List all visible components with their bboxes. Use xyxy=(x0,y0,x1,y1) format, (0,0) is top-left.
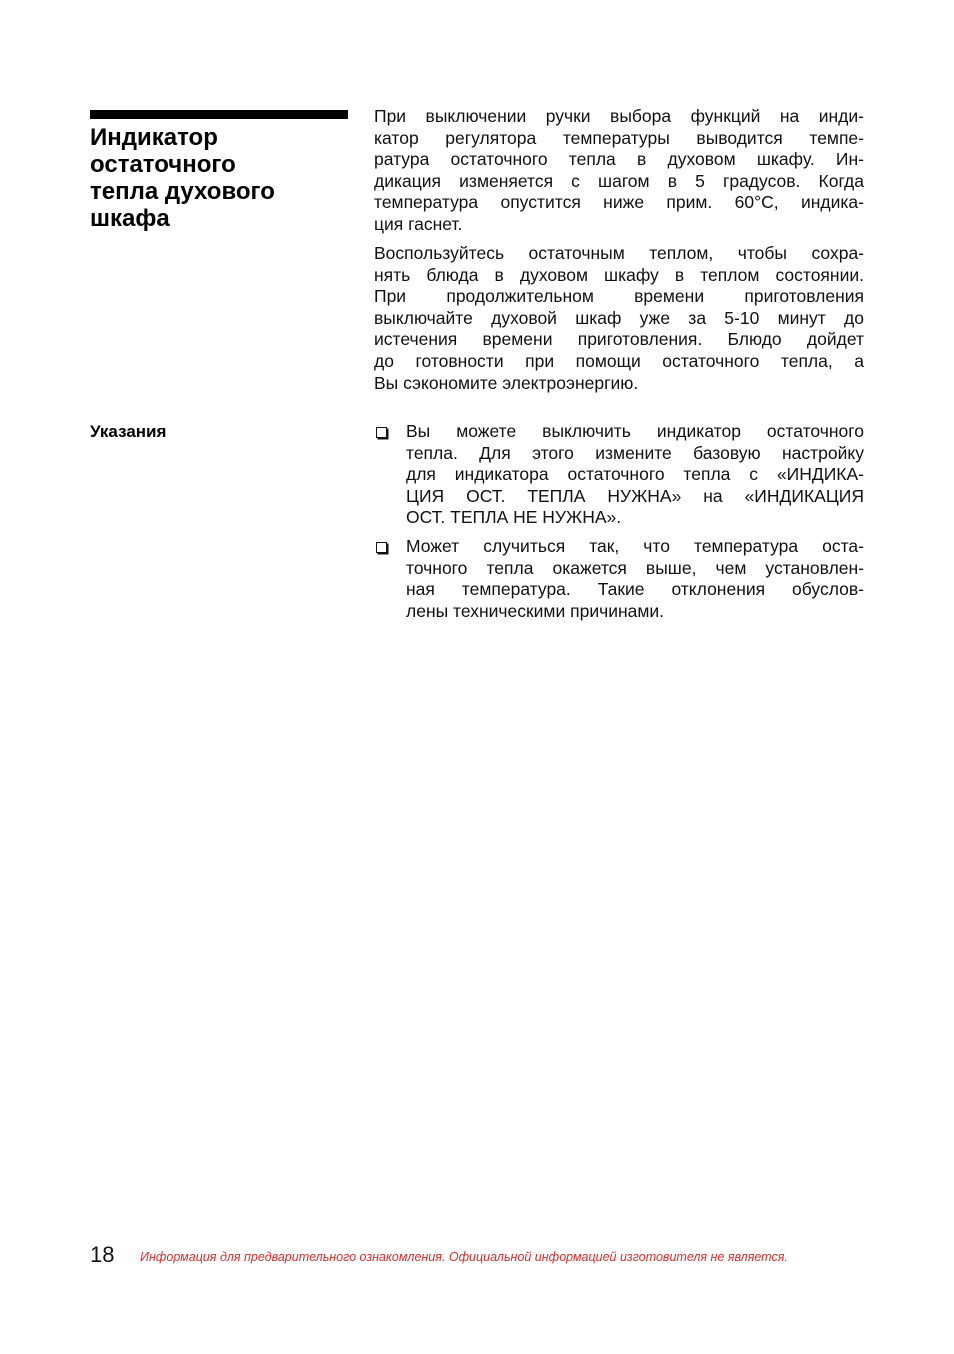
paragraph-use-residual-heat xyxy=(374,243,864,394)
paragraph-line: катор регулятора температуры выводится темпе- xyxy=(374,127,864,148)
section-title-line: тепла духового xyxy=(90,178,275,205)
footer-disclaimer: Информация для предварительного ознакомления. Официальной информацией изготовителя не является. xyxy=(140,1250,788,1264)
paragraph-line: нять блюда в духовом шкафу в теплом состоянии. xyxy=(374,264,864,285)
note-line: лены техническими причинами. xyxy=(406,600,665,621)
paragraph-line: ция гаснет. xyxy=(374,213,463,234)
paragraph-line: Вы сэкономите электроэнергию. xyxy=(374,372,639,393)
note-line: ЦИЯ ОСТ. ТЕПЛА НУЖНА» на «ИНДИКАЦИЯ xyxy=(406,485,864,506)
note-line: тепла. Для этого измените базовую настройку xyxy=(406,442,864,463)
checkbox-bullet-icon xyxy=(376,427,387,438)
paragraph-line: ратура остаточного тепла в духовом шкафу. Ин- xyxy=(374,149,864,170)
note-line: Вы можете выключить индикатор остаточного xyxy=(406,421,864,441)
note-text xyxy=(406,421,864,529)
paragraph-line: Воспользуйтесь остаточным теплом, чтобы сохра- xyxy=(374,243,864,263)
section-title-line: остаточного xyxy=(90,151,236,178)
note-line: для индикатора остаточного тепла с «ИНДИКА- xyxy=(406,464,864,485)
section-title xyxy=(90,124,348,232)
paragraph-line: При выключении ручки выбора функций на инди- xyxy=(374,106,864,126)
note-line: точного тепла окажется выше, чем установлен- xyxy=(406,557,864,578)
paragraph-line: температура опустится ниже прим. 60°С, индика- xyxy=(374,192,864,213)
paragraph-line: истечения времени приготовления. Блюдо дойдет xyxy=(374,329,864,350)
paragraph-line: выключайте духовой шкаф уже за 5-10 минут до xyxy=(374,307,864,328)
note-line: ная температура. Такие отклонения обуслов- xyxy=(406,579,864,600)
page-number: 18 xyxy=(90,1242,115,1267)
paragraph-residual-heat-display xyxy=(374,106,864,236)
paragraph-line: При продолжительном времени приготовления xyxy=(374,286,864,307)
section-title-line: Индикатор xyxy=(90,124,218,151)
note-text xyxy=(406,536,864,622)
notes-label: Указания xyxy=(90,422,167,441)
note-line: Может случиться так, что температура оста- xyxy=(406,536,864,556)
note-line: ОСТ. ТЕПЛА НЕ НУЖНА». xyxy=(406,507,622,528)
paragraph-line: дикация изменяется с шагом в 5 градусов. Когда xyxy=(374,170,864,191)
paragraph-line: до готовности при помощи остаточного тепла, а xyxy=(374,350,864,371)
section-title-line: шкафа xyxy=(90,205,170,232)
section-rule xyxy=(90,110,348,119)
checkbox-bullet-icon xyxy=(376,542,387,553)
